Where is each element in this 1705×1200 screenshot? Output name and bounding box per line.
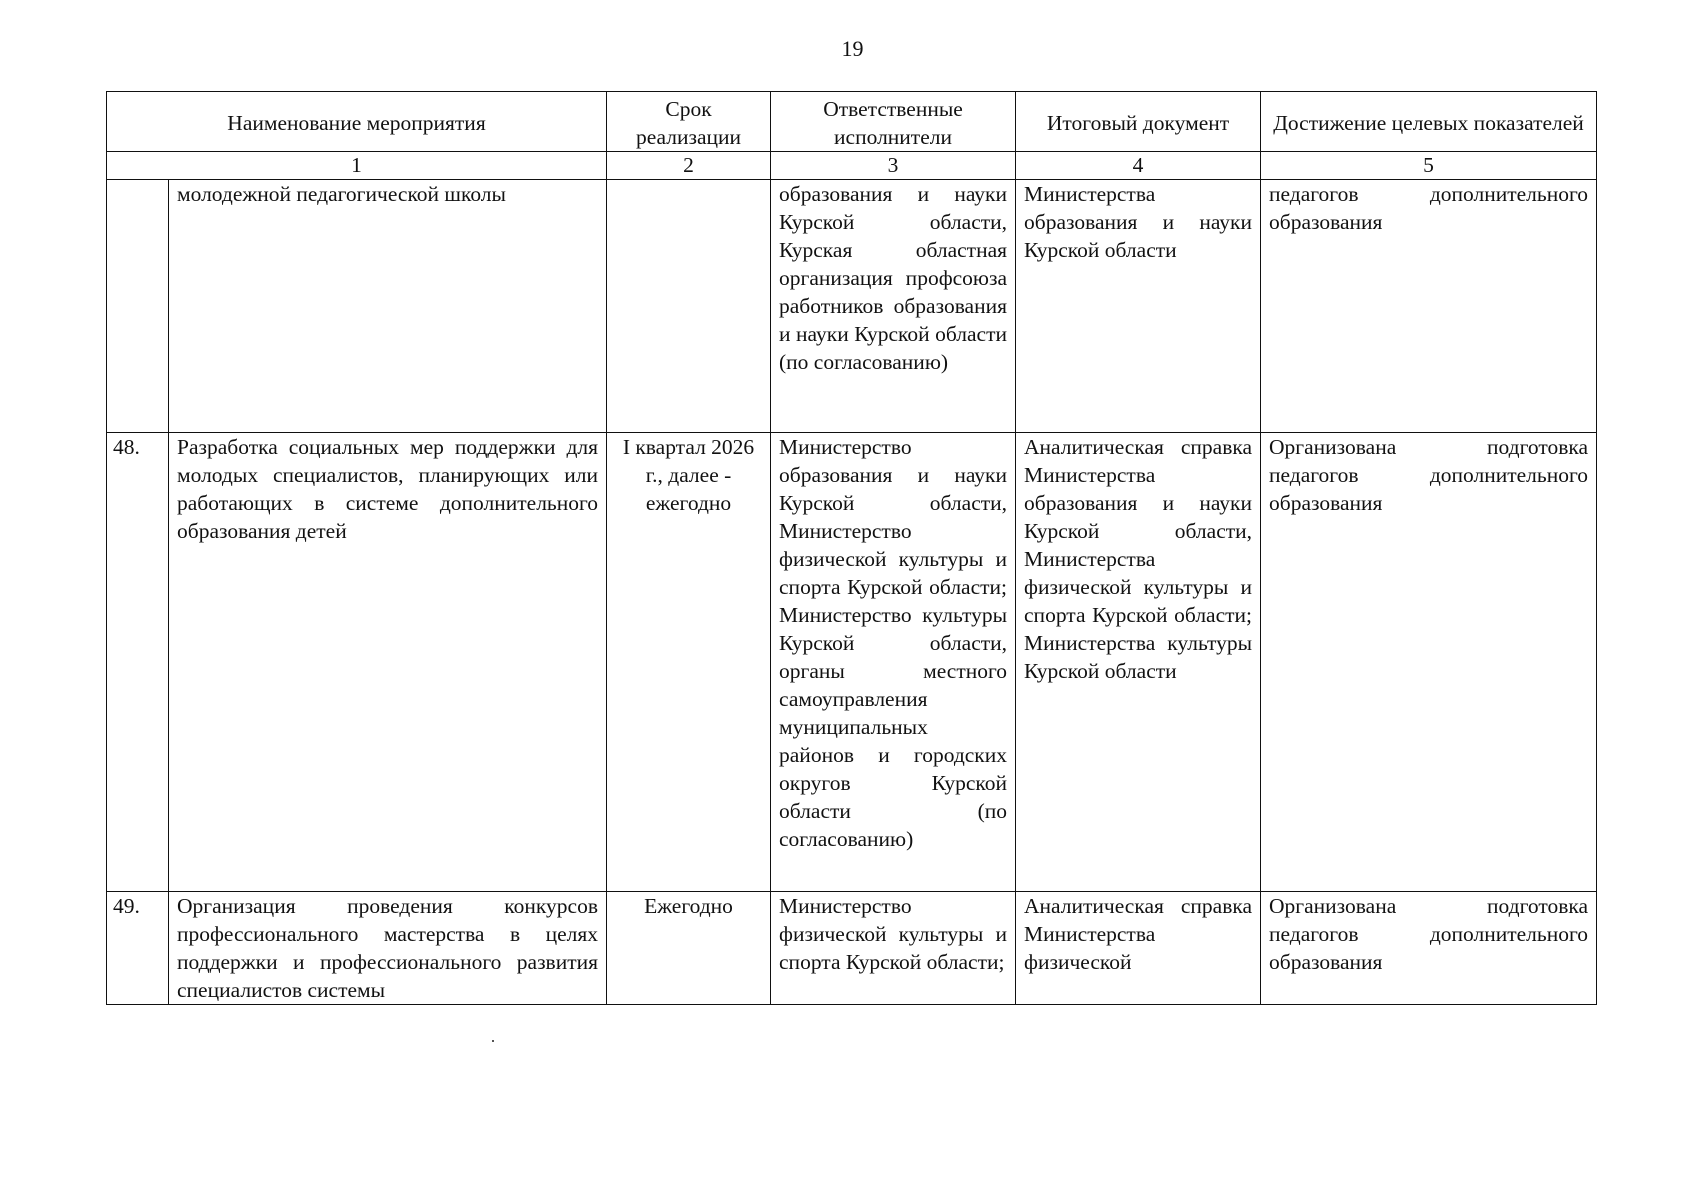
column-number: 1 — [107, 152, 607, 180]
column-number: 3 — [771, 152, 1016, 180]
header-document: Итоговый документ — [1016, 92, 1261, 152]
row-number — [107, 180, 169, 433]
row-number: 48. — [107, 433, 169, 892]
column-number-row — [107, 152, 1597, 180]
executors: Министерство физической культуры и спорта Курской области; — [771, 892, 1016, 1005]
table-row — [107, 180, 1597, 433]
row-number: 49. — [107, 892, 169, 1005]
table-header-row — [107, 92, 1597, 152]
final-document: Аналитическая справка Министерства физической — [1016, 892, 1261, 1005]
final-document: Аналитическая справка Министерства образования и науки Курской области, Министерства физической культуры и спорта Курской области; Министерства культуры Курской области — [1016, 433, 1261, 892]
term — [607, 180, 771, 433]
term: Ежегодно — [607, 892, 771, 1005]
column-number: 5 — [1261, 152, 1597, 180]
activity-name: Разработка социальных мер поддержки для молодых специалистов, планирующих или работающих в системе дополнительного образования детей — [169, 433, 607, 892]
target-indicators: педагогов дополнительного образования — [1261, 180, 1597, 433]
target-indicators: Организована подготовка педагогов дополнительного образования — [1261, 892, 1597, 1005]
column-number: 2 — [607, 152, 771, 180]
executors: образования и науки Курской области, Курская областная организация профсоюза работников образования и науки Курской области (по согласованию) — [771, 180, 1016, 433]
header-executors: Ответственные исполнители — [771, 92, 1016, 152]
activity-name: Организация проведения конкурсов профессионального мастерства в целях поддержки и профессионального развития специалистов системы — [169, 892, 607, 1005]
column-number: 4 — [1016, 152, 1261, 180]
page-number: 19 — [841, 36, 864, 61]
header-term: Срок реализации — [607, 92, 771, 152]
header-targets: Достижение целевых показателей — [1261, 92, 1597, 152]
table-row — [107, 892, 1597, 1005]
target-indicators: Организована подготовка педагогов дополнительного образования — [1261, 433, 1597, 892]
scan-speck — [492, 1040, 494, 1042]
activity-name: молодежной педагогической школы — [169, 180, 607, 433]
header-name: Наименование мероприятия — [107, 92, 607, 152]
table-row — [107, 433, 1597, 892]
executors: Министерство образования и науки Курской области, Министерство физической культуры и спорта Курской области; Министерство культуры Курской области, органы местного самоуправления муниципальных районов и городских округов Курской области (по согласованию) — [771, 433, 1016, 892]
term: I квартал 2026 г., далее - ежегодно — [607, 433, 771, 892]
final-document: Министерства образования и науки Курской области — [1016, 180, 1261, 433]
activities-table — [106, 91, 1597, 1005]
